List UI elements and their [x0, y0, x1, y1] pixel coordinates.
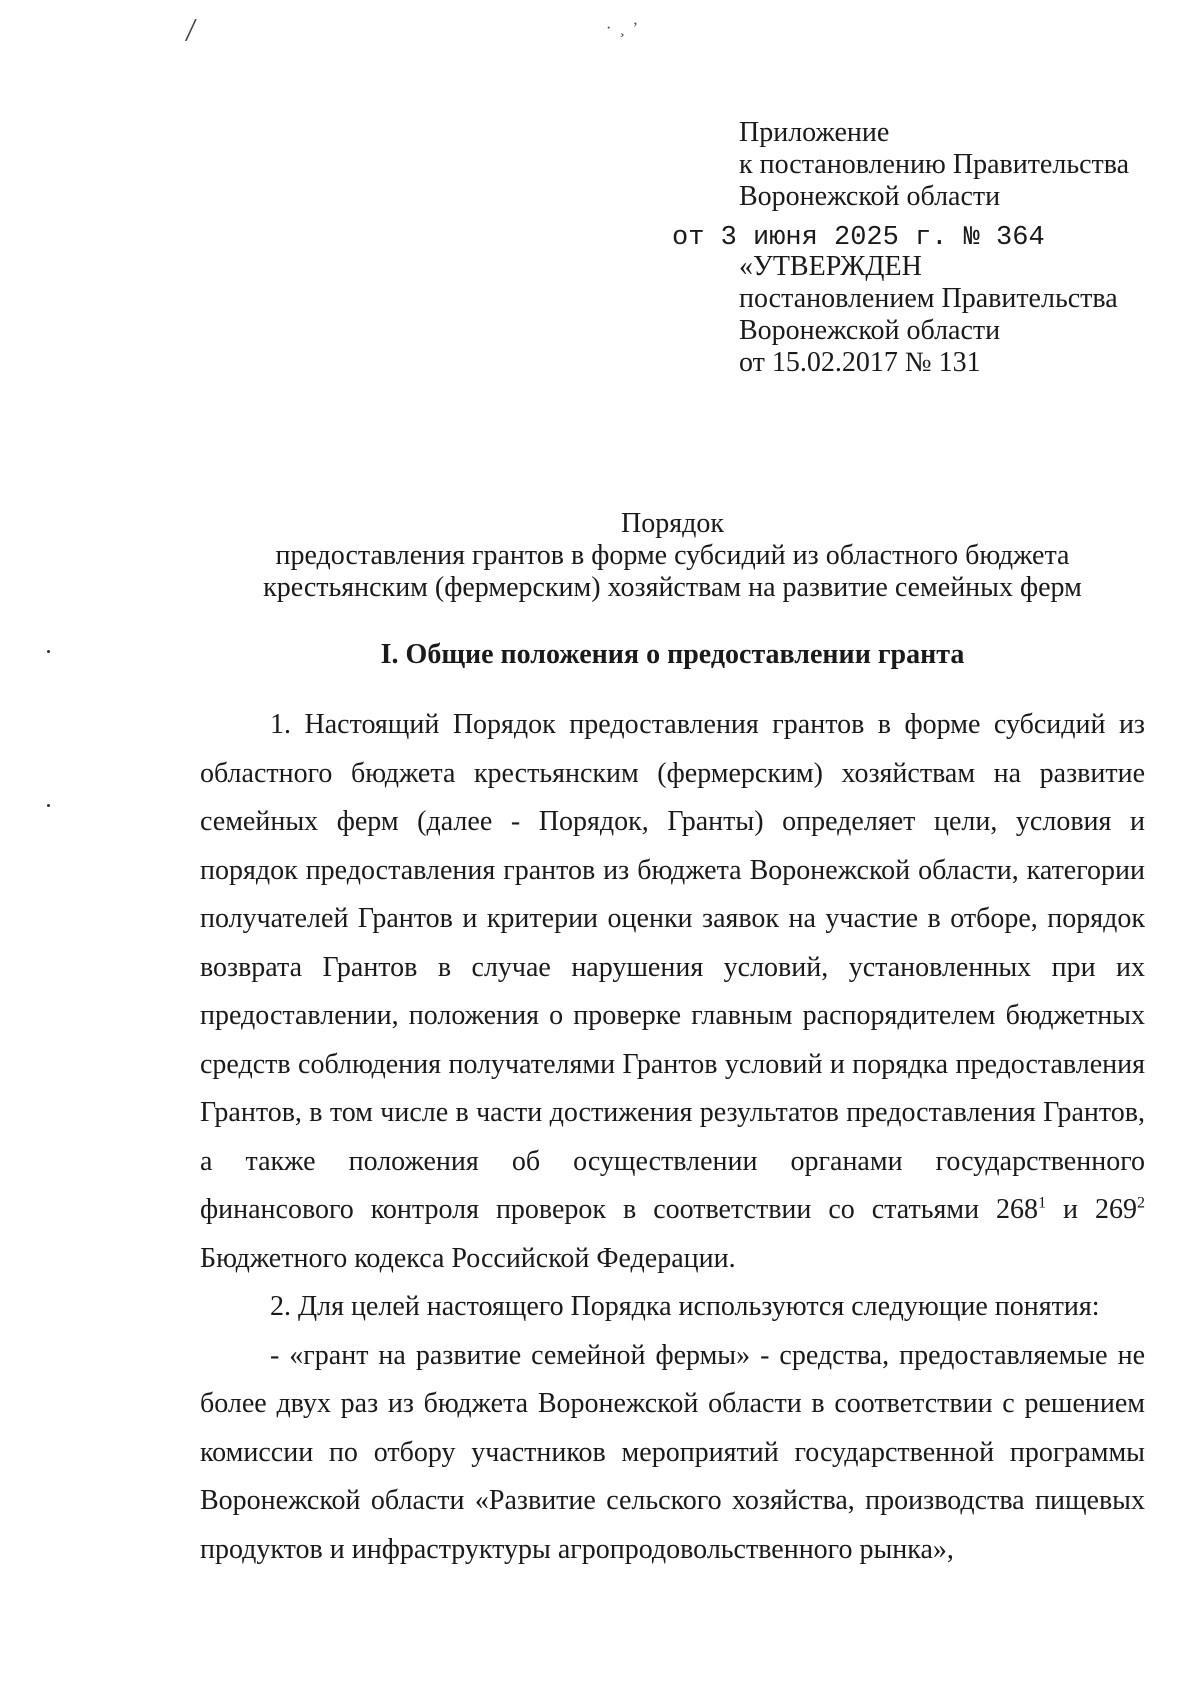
superscript: 1 — [1038, 1194, 1047, 1212]
paragraph-1-text: Бюджетного кодекса Российской Федерации. — [200, 1242, 736, 1274]
document-title-line: Порядок — [621, 508, 724, 539]
section-heading: I. Общие положения о предоставлении гранта — [380, 639, 965, 670]
paragraph-1 — [200, 701, 1145, 1283]
document-body — [200, 701, 1145, 1574]
paragraph-2: 2. Для целей настоящего Порядка используются следующие понятия: — [270, 1291, 1100, 1322]
appendix-label: Приложение — [739, 117, 890, 148]
scan-mark: / — [184, 11, 198, 50]
scan-dot — [47, 650, 50, 653]
paragraph-1-text: и 269 — [1046, 1194, 1137, 1225]
approved-block — [739, 251, 1118, 379]
document-title-line: предоставления грантов в форме субсидий из областного бюджета — [275, 540, 1070, 571]
superscript: 2 — [1137, 1194, 1145, 1212]
appendix-region: Воронежской области — [739, 181, 1001, 212]
appendix-block — [739, 117, 1129, 213]
paragraph-3: - «грант на развитие семейной фермы» - средства, предоставляемые не более двух раз из бюджета Воронежской области в соответствии с решением комиссии по отбору участников мероприятий государственной программы Воронежской области «Развитие сельского хозяйства, производства пищевых продуктов и инфраструктуры агропродовольственного рынка», — [200, 1339, 1145, 1565]
approved-region: Воронежской области — [739, 315, 1001, 346]
scan-mark-top: · ¸ ʼ — [606, 20, 640, 37]
appendix-reference: к постановлению Правительства — [739, 149, 1130, 180]
document-title-line: крестьянским (фермерским) хозяйствам на развитие семейных ферм — [263, 572, 1082, 603]
scan-dot — [47, 804, 50, 807]
approved-label: «УТВЕРЖДЕН — [739, 251, 922, 282]
paragraph-1-text: 1. Настоящий Порядок предоставления грантов в форме субсидий из областного бюджета крестьянским (фермерским) хозяйствам на развитие семейных ферм (далее - Порядок, Гранты) определяет цели, условия и порядок предоставления грантов из бюджета Воронежской области, категории получателей Грантов и критерии оценки заявок на участие в отборе, порядок возврата Грантов в случае нарушения условий, установленных при их предоставлении, положения о проверке главным распорядителем бюджетных средств соблюдения получателями Грантов условий и порядка предоставления Грантов, в том числе в части достижения результатов предоставления Грантов, а также положения об осуществлении органами государственного финансового контроля проверок в соответствии со статьями 268 — [200, 709, 1145, 1225]
approved-reference: постановлением Правительства — [739, 283, 1118, 314]
approved-date-number: от 15.02.2017 № 131 — [739, 347, 981, 378]
resolution-date-number: от 3 июня 2025 г. № 364 — [672, 223, 1045, 253]
document-title — [200, 508, 1145, 604]
